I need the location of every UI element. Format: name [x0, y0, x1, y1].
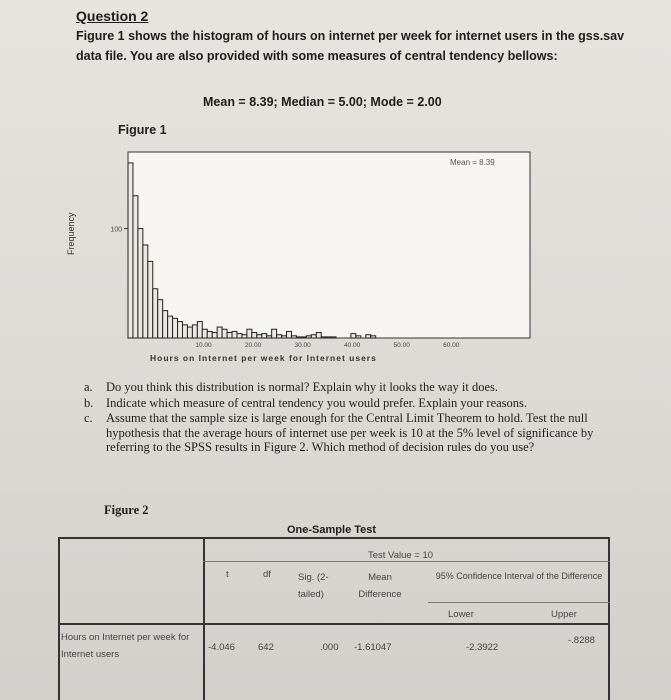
question-marker: c.: [84, 411, 93, 425]
figure-1-label: Figure 1: [118, 123, 167, 137]
histogram-bar: [316, 333, 321, 338]
x-axis-label: Hours on Internet per week for Internet users: [150, 353, 377, 363]
histogram-bar: [242, 335, 247, 338]
question-item: [84, 380, 624, 395]
question-intro: [76, 26, 641, 66]
df-header: df: [263, 569, 271, 580]
histogram-bar: [267, 336, 272, 338]
histogram-bar: [277, 335, 282, 338]
question-text: Assume that the sample size is large enough for the Central Limit Theorem to hold. Test the null hypothesis that the average hours of internet use per week is 10 at the 5% level of significance by referring to the SPSS results in Figure 2. Which method of decision rules do you use?: [106, 411, 594, 454]
x-tick-label: 40.00: [344, 342, 361, 349]
plot-frame: [128, 152, 530, 338]
histogram-bar: [291, 336, 296, 338]
lower-value: -2.3922: [466, 642, 499, 653]
y-axis-label: Frequency: [66, 212, 76, 255]
histogram-bar: [128, 163, 133, 338]
table-title: One-Sample Test: [287, 524, 377, 536]
histogram-bar: [311, 335, 316, 338]
question-item: [84, 411, 624, 455]
histogram-bar: [187, 327, 192, 338]
lower-header: Lower: [448, 609, 474, 620]
one-sample-test-table: [58, 537, 610, 700]
histogram-bar: [371, 336, 376, 338]
histogram-bar: [212, 333, 217, 338]
histogram-bar: [148, 261, 153, 338]
histogram-bar: [217, 327, 222, 338]
histogram-bar: [321, 337, 326, 338]
histogram-bar: [153, 289, 158, 338]
histogram-bar: [192, 325, 197, 338]
histogram-bar: [272, 329, 277, 338]
histogram-bar: [257, 335, 262, 338]
histogram-bar: [282, 336, 287, 338]
histogram-bar: [143, 245, 148, 338]
question-item: [84, 396, 624, 411]
question-list: [84, 380, 624, 456]
question-title: Question 2: [76, 8, 149, 24]
histogram-bar: [227, 333, 232, 338]
histogram-bar: [301, 337, 306, 338]
test-value-header: Test Value = 10: [368, 550, 434, 561]
histogram-bar: [182, 325, 187, 338]
t-header: t: [226, 569, 229, 580]
histogram-bar: [366, 335, 371, 338]
y-tick-label: 100: [110, 226, 122, 234]
histogram-bar: [237, 334, 242, 338]
mean-diff-header: Mean Difference: [358, 572, 402, 600]
histogram-bar: [306, 336, 311, 338]
upper-value: -.8288: [568, 635, 595, 646]
histogram-chart: [70, 140, 590, 365]
histogram-bar: [173, 318, 178, 338]
table-border-left: [58, 537, 60, 700]
x-tick-label: 30.00: [294, 342, 311, 349]
histogram-bar: [232, 331, 237, 338]
ci-divider: [428, 602, 610, 603]
central-tendency-stats: Mean = 8.39; Median = 5.00; Mode = 2.00: [203, 95, 442, 109]
histogram-bar: [207, 331, 212, 338]
histogram-bar: [163, 311, 168, 338]
ci-header: 95% Confidence Interval of the Difference: [435, 571, 603, 581]
histogram-bar: [296, 337, 301, 338]
histogram-bar: [247, 329, 252, 338]
histogram-bar: [168, 316, 173, 338]
question-marker: b.: [84, 395, 94, 410]
test-value-divider: [203, 561, 610, 562]
histogram-bar: [197, 322, 202, 338]
question-text: Indicate which measure of central tendency you would prefer. Explain your reasons.: [106, 395, 528, 410]
histogram-bar: [331, 337, 336, 338]
histogram-bar: [222, 329, 227, 338]
histogram-bar: [356, 336, 361, 338]
histogram-bar: [138, 229, 143, 338]
row-label: Hours on Internet per week for Internet users: [61, 632, 190, 660]
sig-header: Sig. (2-tailed): [298, 572, 329, 600]
histogram-bar: [202, 329, 207, 338]
df-value: 642: [258, 642, 274, 653]
intro-line-2: data file. You are also provided with some measures of central tendency bellows:: [76, 49, 558, 63]
x-tick-label: 10.00: [195, 342, 212, 349]
question-text: Do you think this distribution is normal? Explain why it looks the way it does.: [106, 380, 498, 394]
histogram-bar: [287, 331, 292, 338]
upper-header: Upper: [551, 609, 577, 620]
table-border-top: [58, 537, 610, 539]
header-row-divider: [58, 623, 610, 625]
question-marker: a.: [84, 380, 93, 394]
figure-2-label: Figure 2: [104, 503, 149, 517]
histogram-bar: [326, 337, 331, 338]
histogram-bar: [252, 333, 257, 338]
x-tick-label: 20.00: [244, 342, 262, 349]
histogram-bar: [262, 334, 267, 338]
intro-line-1: Figure 1 shows the histogram of hours on internet per week for internet users in the gss.sav: [76, 29, 625, 43]
histogram-bar: [133, 196, 138, 338]
x-tick-label: 50.00: [393, 342, 410, 349]
x-tick-label: 60.00: [443, 342, 460, 349]
histogram-bar: [158, 300, 163, 338]
histogram-bar: [351, 334, 356, 338]
t-value: -4.046: [208, 642, 235, 653]
chart-legend: Mean = 8.39: [450, 158, 495, 167]
sig-value: .000: [320, 642, 339, 653]
histogram-bar: [178, 322, 183, 338]
mean-diff-value: -1.61047: [354, 642, 392, 653]
